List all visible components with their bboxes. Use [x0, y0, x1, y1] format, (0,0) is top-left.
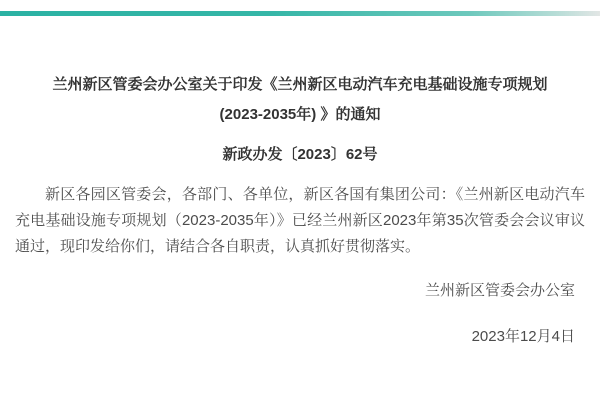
notice-body-paragraph: 新区各园区管委会，各部门、各单位，新区各国有集团公司：《兰州新区电动汽车充电基础设施专项规划（2023-2035年）》已经兰州新区2023年第35次管委会会议审议通过，现印发给你们，请结合各自职责，认真抓好贯彻落实。 — [15, 186, 585, 255]
notice-title — [15, 70, 585, 130]
issuing-office-signature: 兰州新区管委会办公室 — [424, 282, 575, 299]
issue-date: 2023年12月4日 — [471, 328, 575, 345]
notice-title-line2: (2023-2035年) 》的通知 — [219, 106, 381, 123]
document-number: 新政办发〔2023〕62号 — [222, 146, 378, 163]
notice-title-line1: 兰州新区管委会办公室关于印发《兰州新区电动汽车充电基础设施专项规划 — [52, 76, 548, 93]
